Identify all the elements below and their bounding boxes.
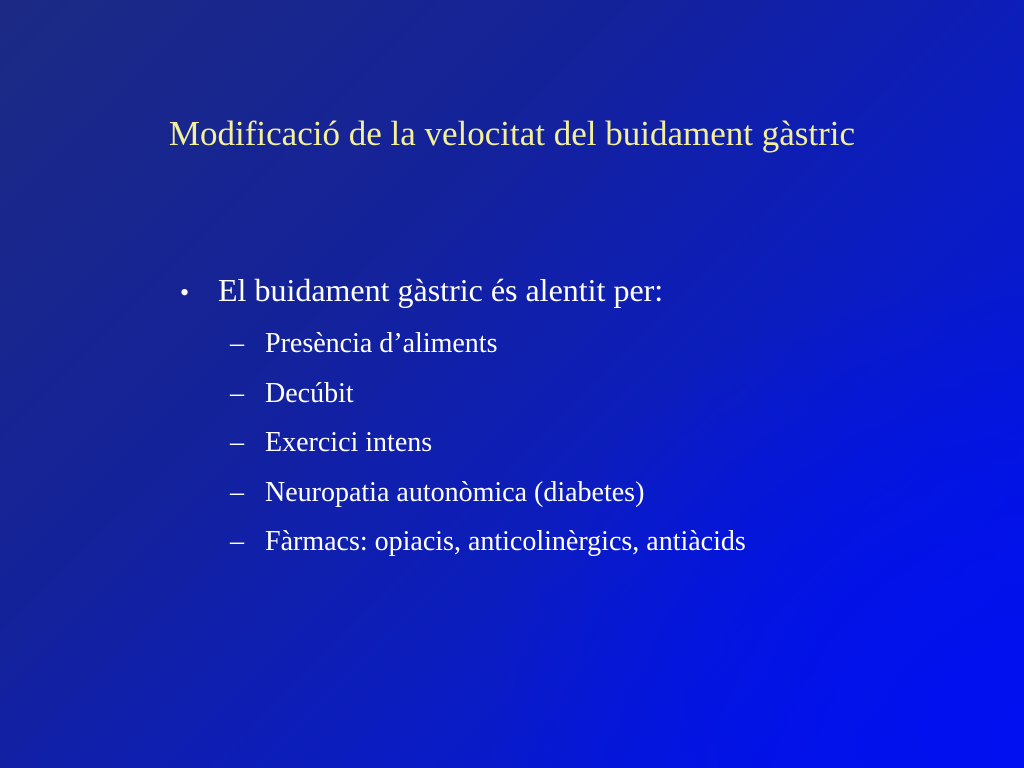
dash-marker: – [230,427,244,458]
main-bullet-text: El buidament gàstric és alentit per: [218,272,664,308]
sub-bullet-list [180,319,960,567]
sub-bullet-item [230,468,960,518]
sub-bullet-item [230,369,960,419]
sub-bullet-text: Decúbit [265,377,354,409]
sub-bullet-text: Presència d’aliments [265,328,498,359]
slide-title: Modificació de la velocitat del buidament gàstric [168,114,856,153]
dash-marker: – [230,476,244,508]
main-bullet [180,268,960,315]
dash-marker: – [230,526,244,557]
dash-marker: – [230,377,244,409]
bullet-marker: • [180,278,190,307]
sub-bullet-text: Exercici intens [265,427,433,458]
sub-bullet-text: Neuropatia autonòmica (diabetes) [265,476,645,508]
slide-content [180,268,960,567]
sub-bullet-text: Fàrmacs: opiacis, anticolinèrgics, antiàcids [265,526,746,557]
sub-bullet-item [230,319,960,369]
sub-bullet-item [230,418,960,468]
dash-marker: – [230,328,244,359]
sub-bullet-item [230,517,960,567]
